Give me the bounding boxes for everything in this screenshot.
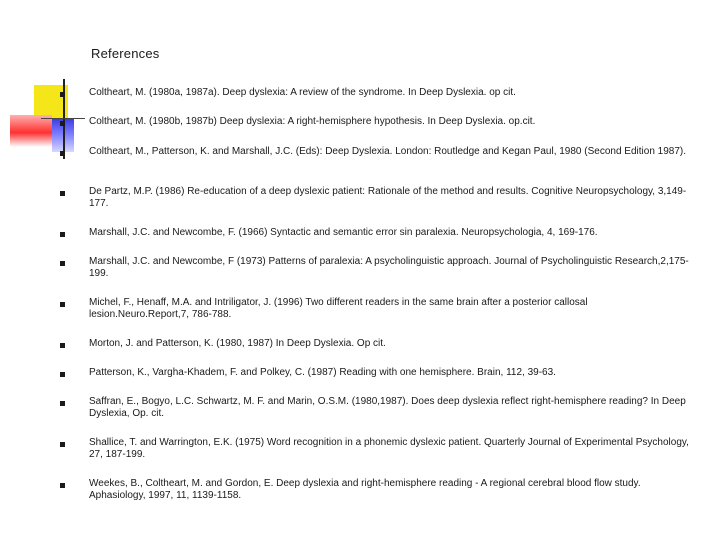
bullet-icon [60, 151, 65, 156]
bullet-icon [60, 92, 65, 97]
bullet-icon [60, 261, 65, 266]
bullet-icon [60, 372, 65, 377]
list-item [60, 437, 690, 461]
bullet-icon [60, 343, 65, 348]
reference-text: Coltheart, M. (1980b, 1987b) Deep dyslexia: A right-hemisphere hypothesis. In Deep Dyslexia. op.cit. [89, 116, 536, 127]
bullet-icon [60, 121, 65, 126]
decorative-red-square [10, 115, 52, 147]
list-item [60, 297, 690, 321]
list-item [60, 396, 690, 420]
reference-text: Michel, F., Henaff, M.A. and Intriligator, J. (1996) Two different readers in the same brain after a posterior callosal lesion.Neuro.Report,7, 786-788. [89, 297, 588, 320]
reference-text: Saffran, E., Bogyo, L.C. Schwartz, M. F. and Marin, O.S.M. (1980,1987). Does deep dyslexia reflect right-hemisphere reading? In Deep Dyslexia, Op. cit. [89, 396, 686, 419]
bullet-icon [60, 232, 65, 237]
list-item [60, 367, 690, 379]
reference-text: Weekes, B., Coltheart, M. and Gordon, E. Deep dyslexia and right-hemisphere reading - A regional cerebral blood flow study. Aphasiology, 1997, 11, 1139-1158. [89, 478, 641, 501]
list-item [60, 116, 690, 128]
bullet-icon [60, 442, 65, 447]
reference-text: Shallice, T. and Warrington, E.K. (1975) Word recognition in a phonemic dyslexic patient. Quarterly Journal of Experimental Psychology, 27, 187-199. [89, 437, 689, 460]
list-item [60, 256, 690, 280]
bullet-icon [60, 483, 65, 488]
list-item [60, 227, 690, 239]
list-item [60, 478, 690, 502]
list-item [60, 87, 690, 99]
bullet-icon [60, 191, 65, 196]
bullet-icon [60, 302, 65, 307]
reference-text: Patterson, K., Vargha-Khadem, F. and Polkey, C. (1987) Reading with one hemisphere. Brain, 112, 39-63. [89, 367, 556, 378]
reference-text: Marshall, J.C. and Newcombe, F (1973) Patterns of paralexia: A psycholinguistic approach. Journal of Psycholinguistic Research,2,175-199. [89, 256, 689, 279]
reference-text: Coltheart, M., Patterson, K. and Marshall, J.C. (Eds): Deep Dyslexia. London: Routledge and Kegan Paul, 1980 (Second Edition 1987). [89, 146, 687, 157]
bullet-icon [60, 401, 65, 406]
reference-text: Morton, J. and Patterson, K. (1980, 1987) In Deep Dyslexia. Op cit. [89, 338, 386, 349]
page-title: References [91, 46, 160, 61]
list-item [60, 338, 690, 350]
reference-text: Marshall, J.C. and Newcombe, F. (1966) Syntactic and semantic error sin paralexia. Neuropsychologia, 4, 169-176. [89, 227, 598, 238]
reference-text: Coltheart, M. (1980a, 1987a). Deep dyslexia: A review of the syndrome. In Deep Dyslexia. op cit. [89, 87, 516, 98]
list-item [60, 186, 690, 210]
reference-text: De Partz, M.P. (1986) Re-education of a deep dyslexic patient: Rationale of the method and results. Cognitive Neuropsychology, 3,149-177. [89, 186, 687, 209]
list-item [60, 146, 690, 158]
